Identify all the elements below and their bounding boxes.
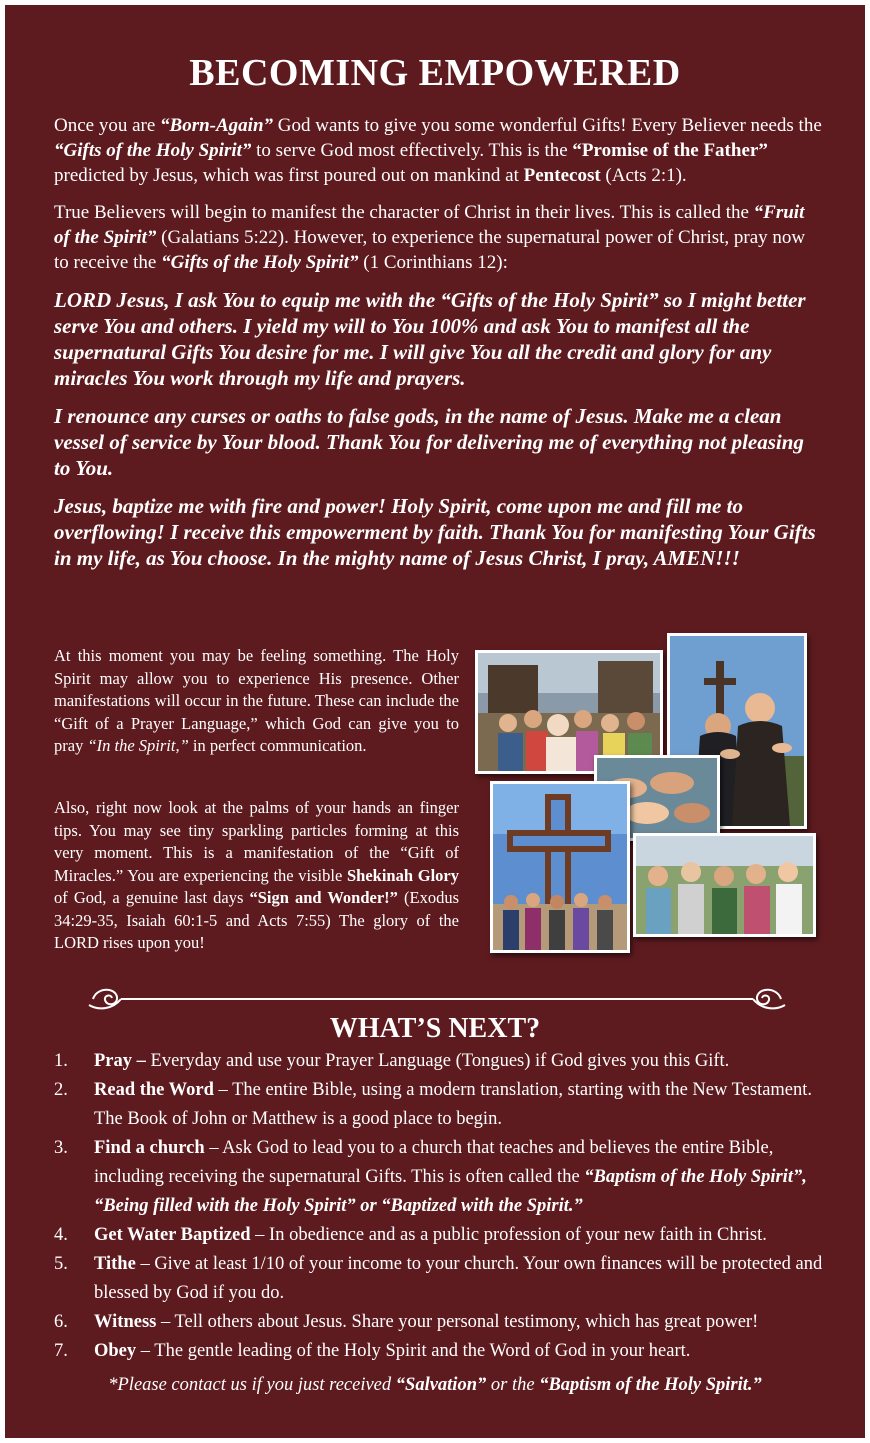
prayer-paragraph: LORD Jesus, I ask You to equip me with the “Gifts of the Holy Spirit” so I might better serve You and others. I yield my will to You 100% and ask You to manifest all the supernatural Gifts You desire for me. I will give You all the credit and glory for any miracles You work through my life and prayers. [54,288,806,390]
list-item: 5. Tithe – Give at least 1/10 of your income to your church. Your own finances will be protected and blessed by God if you do. [54,1254,823,1303]
tract-page [5,5,865,1438]
next-steps-list [54,1047,834,1366]
prayer-paragraph: I renounce any curses or oaths to false gods, in the name of Jesus. Make me a clean vessel of service by Your blood. Thank You for delivering me of everything not pleasing to You. [54,404,804,480]
whats-next-heading: WHAT’S NEXT? [329,1013,541,1044]
list-item: 7. Obey – The gentle leading of the Holy Spirit and the Word of God in your heart. [54,1341,691,1361]
women-group-photo [633,833,816,937]
large-cross-photo [490,781,630,953]
list-item: 3. Find a church – Ask God to lead you to a church that teaches and believes the entire Bible, including receiving the supernatural Gifts. This is often called the “Baptism of the Holy Spirit”, “Being filled with the Holy Spirit” or “Baptized with the Spirit.” [54,1138,807,1216]
list-item: 6. Witness – Tell others about Jesus. Share your personal testimony, which has great power! [54,1312,759,1332]
women-group-image [636,836,813,934]
list-item: 2. Read the Word – The entire Bible, using a modern translation, starting with the New Testament. The Book of John or Matthew is a good place to begin. [54,1080,813,1129]
group-worship-image [478,653,660,771]
intro-section [54,113,824,583]
contact-footer: *Please contact us if you just received “Salvation” or the “Baptism of the Holy Spirit.” [108,1375,762,1395]
page-title: BECOMING EMPOWERED [189,52,681,94]
large-cross-image [493,784,627,950]
fruit-paragraph: True Believers will begin to manifest the character of Christ in their lives. This is called the “Fruit of the Spirit” (Galatians 5:22). However, to experience the supernatural power of Christ, pray now to receive the “Gifts of the Holy Spirit” (1 Corinthians 12): [54,202,806,273]
intro-paragraph: Once you are “Born-Again” God wants to give you some wonderful Gifts! Every Believer needs the “Gifts of the Holy Spirit” to serve God most effectively. This is the “Promise of the Father” predicted by Jesus, which was first poured out on mankind at Pentecost (Acts 2:1). [54,115,822,186]
list-item: 1. Pray – Everyday and use your Prayer Language (Tongues) if God gives you this Gift. [54,1051,730,1071]
manifestation-paragraph: At this moment you may be feeling something. The Holy Spirit may allow you to experience His presence. Other manifestations will occur in the future. These can include the “Gift of a Prayer Language,” which God can give you to pray “In the Spirit,” in perfect communication. [54,646,459,755]
prayer-paragraph: Jesus, baptize me with fire and power! Holy Spirit, come upon me and fill me to overflowing! I receive this empowerment by faith. Thank You for manifesting Your Gifts in my life, as You choose. In the mighty name of Jesus Christ, I pray, AMEN!!! [54,494,816,570]
ornamental-divider [87,983,787,1013]
glory-paragraph: Also, right now look at the palms of your hands an finger tips. You may see tiny sparkling particles forming at this very moment. This is a manifestation of the “Gift of Miracles.” You are experiencing the visible Shekinah Glory of God, a genuine last days “Sign and Wonder!” (Exodus 34:29-35, Isaiah 60:1-5 and Acts 7:55) The glory of the LORD rises upon you! [54,798,460,952]
list-item: 4. Get Water Baptized – In obedience and as a public profession of your new faith in Christ. [54,1225,767,1245]
